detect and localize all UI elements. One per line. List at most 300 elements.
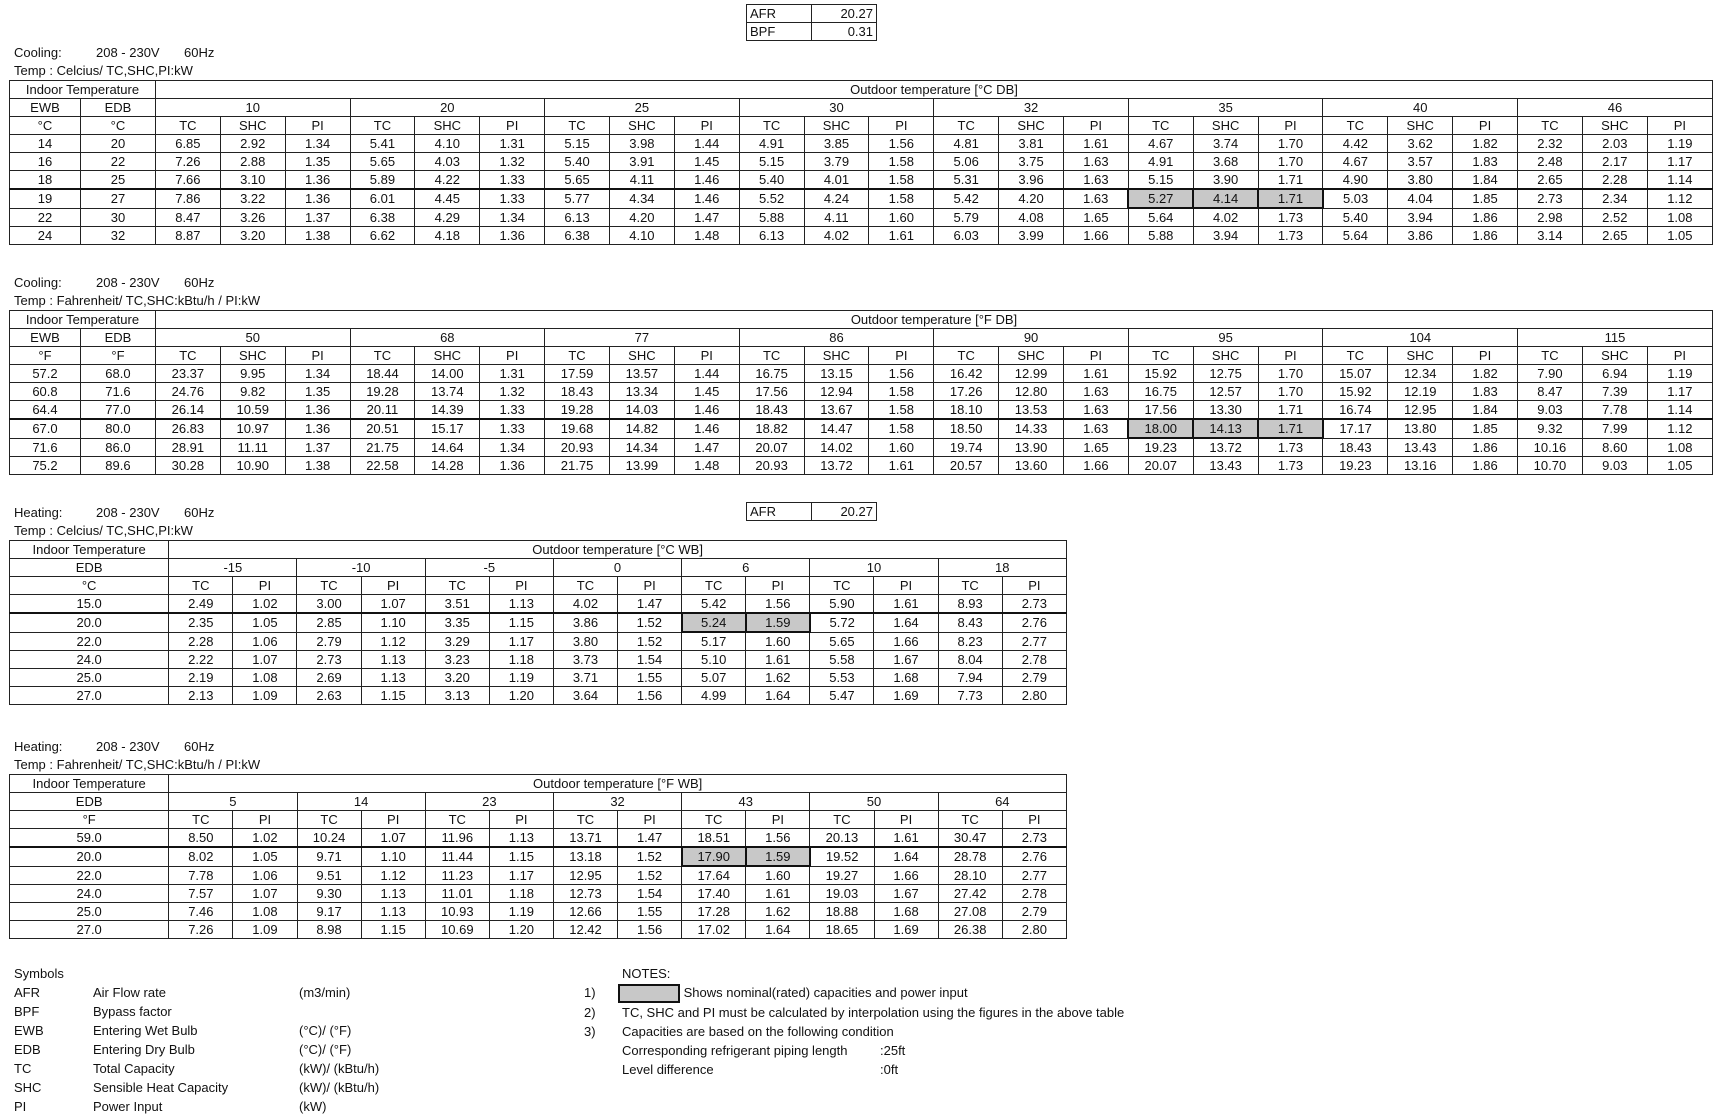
tc-header: TC (1128, 347, 1193, 365)
value-cell: 2.76 (1002, 613, 1066, 632)
value-cell: 1.19 (1647, 135, 1712, 153)
cool-f-units: Temp : Fahrenheit/ TC,SHC:kBtu/h / PI:kW (14, 293, 261, 308)
value-cell: 2.13 (169, 687, 233, 705)
value-cell: 5.17 (682, 632, 746, 651)
value-cell: 1.19 (1647, 365, 1712, 383)
value-cell: 3.99 (999, 227, 1064, 245)
value-cell: 20.13 (810, 829, 874, 848)
value-cell: 20.93 (739, 457, 804, 475)
value-cell: 1.45 (674, 383, 739, 401)
value-cell: 3.20 (220, 227, 285, 245)
value-cell: 1.52 (618, 847, 682, 866)
value-cell: 1.56 (746, 829, 810, 848)
outdoor-temp-value: 20 (350, 99, 545, 117)
symbols-title: Symbols (14, 966, 64, 981)
value-cell: 1.05 (233, 847, 297, 866)
value-cell: 3.10 (220, 171, 285, 190)
value-cell: 1.63 (1063, 383, 1128, 401)
value-cell: 1.70 (1258, 365, 1323, 383)
value-cell: 1.70 (1258, 383, 1323, 401)
value-cell: 2.52 (1582, 208, 1647, 227)
value-cell: 1.61 (1063, 365, 1128, 383)
value-cell: 3.94 (1193, 227, 1258, 245)
value-cell: 1.15 (361, 921, 425, 939)
value-cell: 5.41 (350, 135, 415, 153)
value-cell: 1.58 (869, 189, 934, 208)
value-cell: 1.68 (874, 903, 938, 921)
value-cell: 1.12 (1647, 419, 1712, 438)
outdoor-temp-value: 64 (938, 793, 1066, 811)
shc-header: SHC (220, 117, 285, 135)
value-cell: 1.63 (1063, 171, 1128, 190)
value-cell: 1.36 (480, 227, 545, 245)
value-cell: 1.06 (233, 866, 297, 885)
value-cell: 4.11 (609, 171, 674, 190)
value-cell: 2.48 (1518, 153, 1583, 171)
value-cell: 1.07 (361, 595, 425, 614)
table-row (10, 866, 1067, 885)
value-cell: 1.61 (874, 595, 938, 614)
indoor-temp-cell: 22.0 (10, 866, 169, 885)
outdoor-temp-value: 6 (682, 559, 810, 577)
value-cell: 1.63 (1063, 153, 1128, 171)
pi-header: PI (1063, 117, 1128, 135)
value-cell: 1.44 (674, 365, 739, 383)
value-cell: 9.32 (1518, 419, 1583, 438)
value-cell: 18.88 (810, 903, 874, 921)
value-cell: 5.65 (810, 632, 874, 651)
outdoor-temp-value: 50 (810, 793, 938, 811)
value-cell: 1.66 (874, 632, 938, 651)
value-cell: 1.86 (1453, 457, 1518, 475)
value-cell: 4.04 (1388, 189, 1453, 208)
pi-header: PI (874, 811, 938, 829)
value-cell: 8.98 (297, 921, 361, 939)
pi-header: PI (618, 811, 682, 829)
value-cell: 1.02 (233, 829, 297, 848)
value-cell: 19.23 (1323, 457, 1388, 475)
value-cell: 17.56 (739, 383, 804, 401)
value-cell: 1.73 (1258, 208, 1323, 227)
outdoor-temp-value: 25 (545, 99, 740, 117)
value-cell: 13.57 (609, 365, 674, 383)
tc-header: TC (1518, 347, 1583, 365)
symbol-abbr: PI (14, 1099, 27, 1114)
outdoor-temp-value: 50 (155, 329, 350, 347)
pi-header: PI (489, 577, 553, 595)
symbol-abbr: EWB (14, 1023, 44, 1038)
afr-value: 20.27 (812, 5, 877, 23)
shc-header: SHC (1388, 347, 1453, 365)
heat-c-units: Temp : Celcius/ TC,SHC,PI:kW (14, 523, 193, 538)
value-cell: 17.64 (682, 866, 746, 885)
value-cell: 2.32 (1518, 135, 1583, 153)
value-cell: 1.46 (674, 171, 739, 190)
tc-header: TC (169, 811, 233, 829)
value-cell: 4.81 (934, 135, 999, 153)
outdoor-temp-value: 43 (682, 793, 810, 811)
indoor-temp-header: Indoor Temperature (10, 81, 156, 99)
value-cell: 4.90 (1323, 171, 1388, 190)
value-cell: 13.72 (1193, 438, 1258, 457)
value-cell: 18.00 (1128, 419, 1193, 438)
value-cell: 18.10 (934, 401, 999, 420)
outdoor-temp-value: 18 (938, 559, 1066, 577)
value-cell: 6.38 (545, 227, 610, 245)
value-cell: 8.04 (938, 651, 1002, 669)
edb-header: EDB (10, 793, 169, 811)
value-cell: 20.11 (350, 401, 415, 420)
value-cell: 5.90 (810, 595, 874, 614)
value-cell: 6.62 (350, 227, 415, 245)
value-cell: 1.44 (674, 135, 739, 153)
shc-header: SHC (1193, 117, 1258, 135)
pi-header: PI (1453, 117, 1518, 135)
value-cell: 1.63 (1063, 419, 1128, 438)
pi-header: PI (285, 117, 350, 135)
afr-heating-label: AFR (747, 503, 812, 521)
edb-header: EDB (10, 559, 169, 577)
value-cell: 15.92 (1323, 383, 1388, 401)
value-cell: 4.99 (682, 687, 746, 705)
value-cell: 4.45 (415, 189, 480, 208)
value-cell: 5.31 (934, 171, 999, 190)
value-cell: 1.71 (1258, 189, 1323, 208)
value-cell: 1.47 (674, 208, 739, 227)
value-cell: 5.79 (934, 208, 999, 227)
value-cell: 1.83 (1453, 383, 1518, 401)
value-cell: 13.18 (553, 847, 617, 866)
value-cell: 12.42 (553, 921, 617, 939)
value-cell: 1.58 (869, 171, 934, 190)
value-cell: 4.11 (804, 208, 869, 227)
value-cell: 19.28 (545, 401, 610, 420)
value-cell: 1.61 (1063, 135, 1128, 153)
value-cell: 1.48 (674, 227, 739, 245)
value-cell: 2.79 (297, 632, 361, 651)
value-cell: 27.08 (938, 903, 1002, 921)
outdoor-temp-value: 23 (425, 793, 553, 811)
value-cell: 1.35 (285, 383, 350, 401)
value-cell: 3.81 (999, 135, 1064, 153)
value-cell: 19.52 (810, 847, 874, 866)
tc-header: TC (350, 117, 415, 135)
value-cell: 3.91 (609, 153, 674, 171)
value-cell: 2.28 (1582, 171, 1647, 190)
cool-c-title: Cooling: 208 - 230V 60Hz (14, 45, 215, 60)
ewb-header: EWB (10, 329, 81, 347)
value-cell: 30.47 (938, 829, 1002, 848)
indoor-temp-cell: 71.6 (10, 438, 81, 457)
value-cell: 1.47 (618, 595, 682, 614)
value-cell: 5.40 (739, 171, 804, 190)
value-cell: 14.13 (1193, 419, 1258, 438)
value-cell: 1.08 (233, 669, 297, 687)
value-cell: 18.44 (350, 365, 415, 383)
value-cell: 23.37 (155, 365, 220, 383)
value-cell: 13.60 (999, 457, 1064, 475)
value-cell: 1.56 (869, 365, 934, 383)
value-cell: 10.16 (1518, 438, 1583, 457)
indoor-temp-header: Indoor Temperature (10, 775, 169, 793)
pi-header: PI (1453, 347, 1518, 365)
value-cell: 13.71 (553, 829, 617, 848)
value-cell: 1.69 (874, 921, 938, 939)
pi-header: PI (1647, 347, 1712, 365)
pi-header: PI (233, 577, 297, 595)
shc-header: SHC (1582, 347, 1647, 365)
value-cell: 18.43 (545, 383, 610, 401)
tc-header: TC (169, 577, 233, 595)
value-cell: 5.27 (1128, 189, 1193, 208)
indoor-temp-cell: 75.2 (10, 457, 81, 475)
value-cell: 2.92 (220, 135, 285, 153)
nominal-swatch (618, 984, 680, 1003)
value-cell: 10.70 (1518, 457, 1583, 475)
value-cell: 5.07 (682, 669, 746, 687)
value-cell: 1.08 (1647, 208, 1712, 227)
value-cell: 1.65 (1063, 208, 1128, 227)
value-cell: 10.59 (220, 401, 285, 420)
heat-c-title: Heating: 208 - 230V 60Hz (14, 505, 215, 520)
value-cell: 1.33 (480, 419, 545, 438)
value-cell: 1.85 (1453, 419, 1518, 438)
value-cell: 1.52 (618, 866, 682, 885)
tc-header: TC (545, 347, 610, 365)
bpf-label: BPF (747, 23, 812, 41)
pi-header: PI (618, 577, 682, 595)
value-cell: 2.80 (1002, 921, 1066, 939)
symbol-unit: (kW)/ (kBtu/h) (299, 1080, 380, 1095)
tc-header: TC (1128, 117, 1193, 135)
value-cell: 1.70 (1258, 135, 1323, 153)
value-cell: 5.10 (682, 651, 746, 669)
shc-header: SHC (999, 347, 1064, 365)
value-cell: 13.80 (1388, 419, 1453, 438)
note-2: 2) TC, SHC and PI must be calculated by interpolation using the figures in the above table (584, 1005, 1125, 1021)
value-cell: 17.90 (682, 847, 746, 866)
value-cell: 1.69 (874, 687, 938, 705)
tc-header: TC (938, 811, 1002, 829)
value-cell: 1.58 (869, 419, 934, 438)
value-cell: 1.67 (874, 885, 938, 903)
tc-header: TC (810, 577, 874, 595)
value-cell: 1.59 (746, 613, 810, 632)
value-cell: 3.62 (1388, 135, 1453, 153)
value-cell: 1.66 (1063, 457, 1128, 475)
value-cell: 1.13 (361, 669, 425, 687)
value-cell: 5.42 (934, 189, 999, 208)
value-cell: 1.62 (746, 903, 810, 921)
value-cell: 3.79 (804, 153, 869, 171)
value-cell: 1.20 (489, 921, 553, 939)
table-row (10, 365, 1713, 383)
value-cell: 13.74 (415, 383, 480, 401)
pi-header: PI (869, 117, 934, 135)
value-cell: 14.00 (415, 365, 480, 383)
cool-f-title: Cooling: 208 - 230V 60Hz (14, 275, 215, 290)
value-cell: 15.07 (1323, 365, 1388, 383)
value-cell: 1.12 (361, 866, 425, 885)
tc-header: TC (938, 577, 1002, 595)
tc-header: TC (553, 577, 617, 595)
note-condition-2: Level difference :0ft (622, 1062, 899, 1078)
value-cell: 1.34 (285, 135, 350, 153)
value-cell: 1.02 (233, 595, 297, 614)
value-cell: 1.14 (1647, 401, 1712, 420)
value-cell: 2.34 (1582, 189, 1647, 208)
value-cell: 3.98 (609, 135, 674, 153)
value-cell: 2.79 (1002, 903, 1066, 921)
value-cell: 1.32 (480, 383, 545, 401)
value-cell: 1.82 (1453, 135, 1518, 153)
pi-header: PI (1063, 347, 1128, 365)
value-cell: 3.94 (1388, 208, 1453, 227)
value-cell: 1.20 (489, 687, 553, 705)
value-cell: 1.84 (1453, 401, 1518, 420)
tc-header: TC (1323, 117, 1388, 135)
value-cell: 3.22 (220, 189, 285, 208)
value-cell: 1.83 (1453, 153, 1518, 171)
value-cell: 8.47 (155, 208, 220, 227)
value-cell: 6.13 (545, 208, 610, 227)
indoor-temp-cell: 89.6 (80, 457, 155, 475)
value-cell: 2.73 (1002, 595, 1066, 614)
value-cell: 1.73 (1258, 438, 1323, 457)
value-cell: 11.01 (425, 885, 489, 903)
value-cell: 3.29 (425, 632, 489, 651)
tc-header: TC (682, 577, 746, 595)
value-cell: 1.55 (618, 903, 682, 921)
value-cell: 5.88 (1128, 227, 1193, 245)
outdoor-temp-value: 115 (1518, 329, 1713, 347)
value-cell: 1.37 (285, 208, 350, 227)
unit-label: °C (10, 577, 169, 595)
value-cell: 2.73 (297, 651, 361, 669)
value-cell: 1.59 (746, 847, 810, 866)
edb-header: EDB (80, 99, 155, 117)
value-cell: 1.34 (480, 208, 545, 227)
value-cell: 9.03 (1582, 457, 1647, 475)
value-cell: 7.66 (155, 171, 220, 190)
pi-header: PI (1002, 577, 1066, 595)
table-row (10, 419, 1713, 438)
value-cell: 12.94 (804, 383, 869, 401)
value-cell: 5.24 (682, 613, 746, 632)
table-row (10, 135, 1713, 153)
pi-header: PI (1647, 117, 1712, 135)
value-cell: 1.33 (480, 189, 545, 208)
value-cell: 20.93 (545, 438, 610, 457)
value-cell: 1.61 (874, 829, 938, 848)
afr-bpf-box (746, 4, 877, 41)
tc-header: TC (350, 347, 415, 365)
pi-header: PI (674, 117, 739, 135)
shc-header: SHC (1388, 117, 1453, 135)
pi-header: PI (1002, 811, 1066, 829)
unit-label: °C (80, 117, 155, 135)
tc-header: TC (934, 347, 999, 365)
tc-header: TC (739, 117, 804, 135)
value-cell: 1.52 (618, 613, 682, 632)
indoor-temp-cell: 24.0 (10, 885, 169, 903)
shc-header: SHC (609, 117, 674, 135)
value-cell: 1.65 (1063, 438, 1128, 457)
table-row (10, 847, 1067, 866)
value-cell: 1.86 (1453, 208, 1518, 227)
outdoor-temp-value: 86 (739, 329, 934, 347)
value-cell: 2.79 (1002, 669, 1066, 687)
value-cell: 4.67 (1323, 153, 1388, 171)
value-cell: 7.26 (155, 153, 220, 171)
value-cell: 17.02 (682, 921, 746, 939)
symbol-desc: Total Capacity (93, 1061, 175, 1076)
value-cell: 12.34 (1388, 365, 1453, 383)
shc-header: SHC (1582, 117, 1647, 135)
value-cell: 1.38 (285, 227, 350, 245)
tc-header: TC (553, 811, 617, 829)
table-row (10, 438, 1713, 457)
symbol-unit: (kW)/ (kBtu/h) (299, 1061, 380, 1076)
value-cell: 9.30 (297, 885, 361, 903)
indoor-temp-cell: 60.8 (10, 383, 81, 401)
value-cell: 12.95 (1388, 401, 1453, 420)
value-cell: 4.03 (415, 153, 480, 171)
indoor-temp-cell: 24.0 (10, 651, 169, 669)
value-cell: 1.58 (869, 401, 934, 420)
table-row (10, 189, 1713, 208)
shc-header: SHC (999, 117, 1064, 135)
value-cell: 7.94 (938, 669, 1002, 687)
value-cell: 6.94 (1582, 365, 1647, 383)
value-cell: 14.28 (415, 457, 480, 475)
value-cell: 1.56 (869, 135, 934, 153)
value-cell: 1.15 (489, 847, 553, 866)
value-cell: 17.26 (934, 383, 999, 401)
tc-header: TC (297, 577, 361, 595)
value-cell: 1.32 (480, 153, 545, 171)
value-cell: 4.34 (609, 189, 674, 208)
pi-header: PI (489, 811, 553, 829)
value-cell: 4.22 (415, 171, 480, 190)
value-cell: 9.82 (220, 383, 285, 401)
value-cell: 6.13 (739, 227, 804, 245)
pi-header: PI (1258, 117, 1323, 135)
value-cell: 1.10 (361, 847, 425, 866)
value-cell: 20.07 (739, 438, 804, 457)
value-cell: 22.58 (350, 457, 415, 475)
value-cell: 2.73 (1002, 829, 1066, 848)
outdoor-temp-value: 32 (934, 99, 1129, 117)
value-cell: 1.61 (869, 227, 934, 245)
table-row (10, 401, 1713, 420)
indoor-temp-cell: 68.0 (80, 365, 155, 383)
symbol-unit: (kW) (299, 1099, 327, 1114)
value-cell: 5.15 (739, 153, 804, 171)
value-cell: 20.57 (934, 457, 999, 475)
value-cell: 5.64 (1128, 208, 1193, 227)
value-cell: 17.17 (1323, 419, 1388, 438)
value-cell: 5.53 (810, 669, 874, 687)
symbol-abbr: EDB (14, 1042, 41, 1057)
value-cell: 1.12 (1647, 189, 1712, 208)
value-cell: 2.76 (1002, 847, 1066, 866)
value-cell: 2.80 (1002, 687, 1066, 705)
value-cell: 18.43 (739, 401, 804, 420)
value-cell: 1.17 (489, 866, 553, 885)
tc-header: TC (155, 117, 220, 135)
value-cell: 2.19 (169, 669, 233, 687)
